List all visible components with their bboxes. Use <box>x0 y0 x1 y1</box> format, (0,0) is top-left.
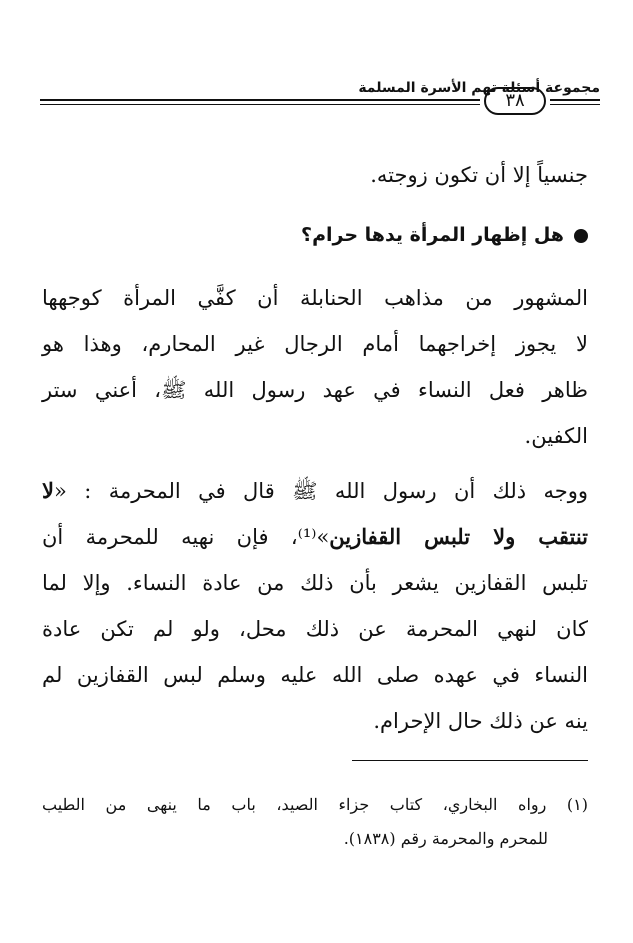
text-line: تلبس القفازين يشعر بأن ذلك من عادة النساء. وإلا لما <box>42 571 588 595</box>
text-line: لا يجوز إخراجهما أمام الرجال غير المحارم، وهذا هو <box>42 332 588 356</box>
text-line: جنسياً إلا أن تكون زوجته. <box>370 163 588 187</box>
hadith-quote: لا <box>42 478 54 503</box>
text-line: ينه عن ذلك حال الإحرام. <box>373 709 588 733</box>
answer-paragraph-2 <box>42 468 588 744</box>
question-heading <box>42 213 588 257</box>
text-segment: ووجه ذلك أن رسول الله ﷺ قال في المحرمة : « <box>53 479 588 503</box>
text-line <box>42 514 588 560</box>
header-rule-thin-right <box>550 104 600 105</box>
text-line: النساء في عهده صلى الله عليه وسلم لبس القفازين لم <box>42 663 588 687</box>
text-line: ظاهر فعل النساء في عهد رسول الله ﷺ، أعني ستر <box>42 378 588 402</box>
text-line: الكفين. <box>524 424 588 448</box>
text-line: المشهور من مذاهب الحنابلة أن كفَّي المرأة كوجهها <box>42 286 588 310</box>
header-rule-thick-right <box>550 99 600 101</box>
continuation-text <box>42 152 588 198</box>
footnote-line: للمحرم والمحرمة رقم (١٨٣٨). <box>343 829 548 848</box>
page-number: ٣٨ <box>484 87 546 115</box>
text-segment: »⁽¹⁾، فإن نهيه للمحرمة أن <box>42 525 330 549</box>
question-text: هل إظهار المرأة يدها حرام؟ <box>301 224 564 246</box>
book-title: مجموعة أسئلة تهم الأسرة المسلمة <box>358 80 600 96</box>
hadith-quote: تنتقب ولا تلبس القفازين <box>329 524 588 549</box>
running-header <box>40 80 600 120</box>
text-line: كان لنهي المحرمة عن ذلك محل، ولو لم تكن عادة <box>42 617 588 641</box>
header-rule-thick-left <box>40 99 480 101</box>
text-line <box>42 468 588 514</box>
answer-paragraph-1 <box>42 275 588 459</box>
footnote-separator <box>352 760 588 761</box>
header-rule-thin-left <box>40 104 480 105</box>
bullet-icon <box>574 229 588 243</box>
footnote <box>42 788 588 856</box>
footnote-line: (١) رواه البخاري، كتاب جزاء الصيد، باب ما ينهى من الطيب <box>42 795 588 814</box>
